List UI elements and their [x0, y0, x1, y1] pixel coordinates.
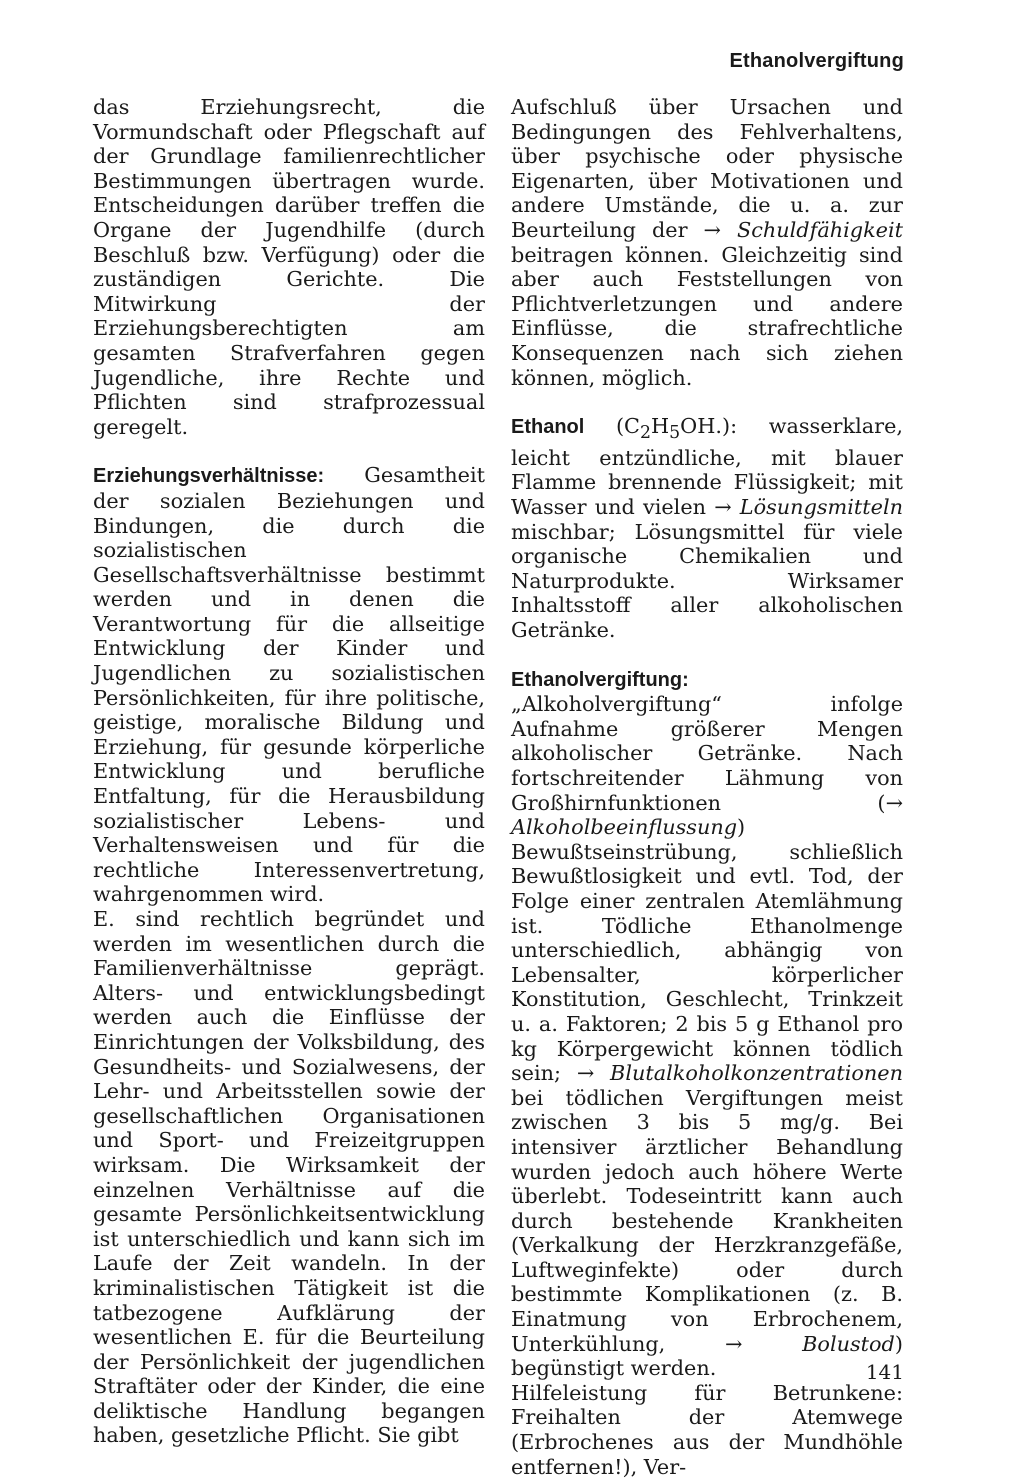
lemma-erziehungsverhaeltnisse: Erziehungsverhältnisse:	[93, 465, 325, 488]
cross-reference-arrow-icon: →	[885, 790, 903, 815]
paragraph-erziehungsrecht: das Erziehungsrecht, die Vormundschaft oder Pflegschaft auf der Grundlage familienrechtlicher Bestimmungen übertragen wurde. Entscheidungen darüber treffen die Organe der Jugendhilfe (durch Beschluß bzw. Verfügung) oder die zuständigen Gerichte. Die Mitwirkung der Erziehungsberechtigten am gesamten Strafverfahren gegen Jugendliche, ihre Rechte und Pflichten sind strafprozessual geregelt.	[93, 95, 485, 439]
text-run: wasserklare, leicht entzündliche, mit blauer Flamme brennende Flüssigkeit; mit Wasser und vielen	[511, 414, 903, 520]
cross-reference-blutalkoholkonzentrationen: Blutalkoholkonzentrationen	[610, 1061, 903, 1086]
cross-reference-arrow-icon: →	[576, 1061, 611, 1086]
cross-reference-arrow-icon: →	[725, 1331, 803, 1356]
cross-reference-schuldfaehigkeit: Schuldfähigkeit	[736, 217, 903, 242]
formula-part: (C	[584, 414, 640, 439]
formula-part: OH.):	[680, 414, 738, 439]
formula-subscript: 2	[639, 423, 651, 444]
entry-erziehungsverhaeltnisse	[93, 463, 485, 907]
entry-text: Gesamtheit der sozialen Beziehungen und Bindungen, die durch die sozialistischen Gesellschaftsverhältnisse bestimmt werden und in denen die Verantwortung für die allseitige Entwicklung der Kinder und Jugendlichen zu sozialistischen Persönlichkeiten, für ihre politische, geistige, moralische Bildung und Erziehung, für gesunde körperliche Entwicklung und berufliche Entfaltung, für die Herausbildung sozialistischer Lebens- und Verhaltensweisen und für die rechtliche Interessenvertretung, wahrgenommen wird.	[93, 463, 485, 907]
entry-ethanolvergiftung	[511, 667, 903, 1381]
text-run: mischbar; Lösungsmittel für viele organische Chemikalien und Naturprodukte. Wirksamer Inhaltsstoff aller alkoholischen Getränke.	[511, 519, 903, 643]
paragraph-aufschluss	[511, 95, 903, 390]
cross-reference-alkoholbeeinflussung: Alkoholbeeinflussung	[511, 815, 738, 840]
right-column	[511, 95, 903, 1479]
cross-reference-loesungsmitteln: Lösungsmitteln	[739, 495, 903, 520]
formula	[584, 414, 738, 444]
paragraph-hilfeleistung: Hilfeleistung für Betrunkene: Freihalten der Atemwege (Erbrochenes aus der Mundhöhle entfernen!), Ver-	[511, 1380, 903, 1479]
formula-part: H	[651, 414, 670, 439]
left-column	[93, 95, 485, 1448]
text-run: beitragen können. Gleichzeitig sind aber auch Feststellungen von Pflichtverletzungen und andere Einflüsse, die strafrechtliche Konsequenzen nach sich ziehen können, möglich.	[511, 242, 903, 390]
cross-reference-bolustod: Bolustod	[802, 1331, 895, 1356]
cross-reference-arrow-icon: →	[703, 217, 737, 242]
paragraph-e-begruendet: E. sind rechtlich begründet und werden im wesentlichen durch die Familienverhältnisse geprägt. Alters- und entwicklungsbedingt werden auch die Einflüsse der Einrichtungen der Volksbildung, des Gesundheits- und Sozialwesens, der Lehr- und Arbeitsstellen sowie der gesellschaftlichen Organisationen und Sport- und Freizeitgruppen wirksam. Die Wirksamkeit der einzelnen Verhältnisse auf die gesamte Persönlichkeitsentwicklung ist unterschiedlich und kann sich im Laufe der Zeit wandeln. In der kriminalistischen Tätigkeit ist die tatbezogene Aufklärung der wesentlichen E. für die Beurteilung der Persönlichkeit der jugendlichen Straftäter oder der Kinder, die eine deliktische Handlung begangen haben, gesetzliche Pflicht. Sie gibt	[93, 907, 485, 1448]
text-run: Aufschluß über Ursachen und Bedingungen des Fehlverhaltens, über psychische oder physische Eigenarten, über Motivationen und andere Umstände, die u. a. zur Beurteilung der	[511, 95, 903, 242]
lemma-ethanolvergiftung: Ethanolvergiftung:	[511, 668, 689, 691]
text-run: bei tödlichen Vergiftungen meist zwischen 3 bis 5 mg/g. Bei intensiver ärztlicher Behandlung wurden jedoch auch höhere Werte überlebt. Todeseintritt kann auch durch bestehende Krankheiten (Verkalkung der Herzkranzgefäße, Luftweginfekte) oder durch bestimmte Komplikationen (z. B. Einatmung von Erbrochenem, Unterkühlung,	[511, 1085, 903, 1356]
page-number: 141	[865, 1360, 904, 1384]
text-run: ) begünstigt werden.	[511, 1331, 903, 1381]
entry-ethanol	[511, 414, 903, 643]
running-head: Ethanolvergiftung	[729, 50, 904, 72]
cross-reference-arrow-icon: →	[714, 495, 740, 520]
formula-subscript: 5	[669, 423, 681, 444]
text-run: ) Bewußtseinstrübung, schließlich Bewußtlosigkeit und evtl. Tod, der Folge einer zentralen Atemlähmung ist. Tödliche Ethanolmenge unterschiedlich, abhängig von Lebensalter, körperlicher Konstitution, Geschlecht, Trinkzeit u. a. Faktoren; 2 bis 5 g Ethanol pro kg Körpergewicht können tödlich sein;	[511, 815, 903, 1086]
lemma-ethanol: Ethanol	[511, 416, 585, 439]
text-run: „Alkoholvergiftung“ infolge Aufnahme größerer Mengen alkoholischer Getränke. Nach fortschreitender Lähmung von Großhirnfunktionen (	[511, 692, 903, 815]
